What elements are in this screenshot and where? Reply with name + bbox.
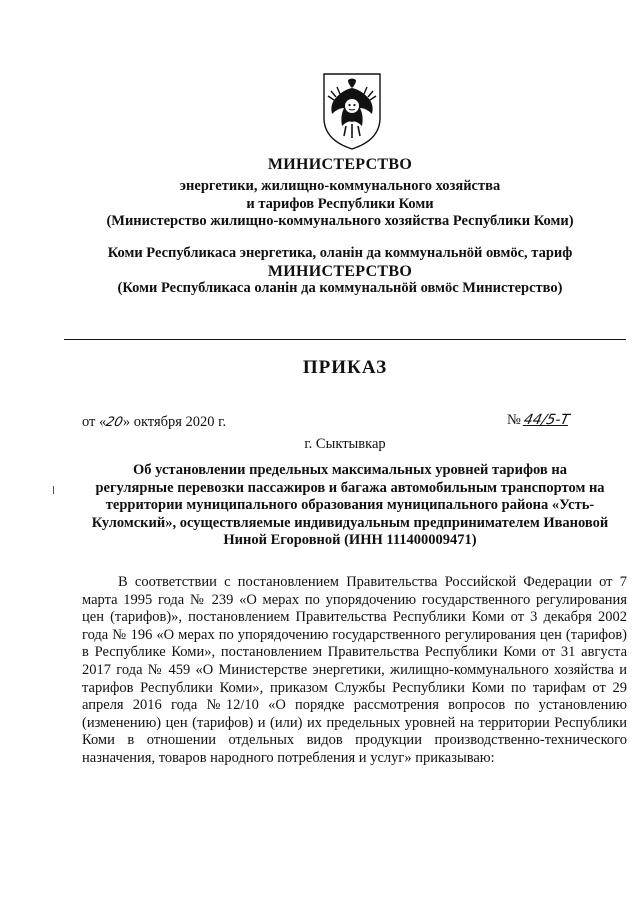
komi-line-3: (Коми Республикаса оланiн да коммунальнöй овмöс Министерство)	[117, 280, 563, 296]
ministry-line-2: и тарифов Республики Коми	[246, 195, 434, 212]
ministry-line-3: (Министерство жилищно-коммунального хозяйства Республики Коми)	[106, 213, 574, 229]
margin-mark	[53, 486, 54, 494]
komi-title: МИНИСТЕРСТВО	[267, 262, 413, 280]
coat-of-arms-emblem	[318, 70, 386, 152]
date-prefix: от «	[82, 414, 107, 430]
number-handwritten: 44/5-Т	[522, 412, 572, 428]
subject-line-2: регулярные перевозки пассажиров и багажа автомобильным транспортом на	[95, 479, 605, 496]
date-suffix: » октября 2020 г.	[122, 414, 227, 430]
document-type: ПРИКАЗ	[302, 357, 388, 378]
komi-line-1: Коми Республикаса энергетика, оланiн да коммунальнöй овмöс, тариф	[107, 245, 573, 261]
ministry-line-1: энергетики, жилищно-коммунального хозяйства	[179, 178, 501, 194]
subject-line-4: Куломский», осуществляемые индивидуальным предпринимателем Ивановой	[91, 514, 609, 531]
ministry-name-block	[60, 178, 620, 231]
order-number	[507, 412, 570, 429]
komi-name-block	[60, 245, 620, 298]
city-name: г. Сыктывкар	[304, 436, 386, 452]
ministry-title: МИНИСТЕРСТВО	[267, 156, 413, 173]
header-divider	[64, 339, 626, 340]
order-date	[82, 414, 226, 431]
order-subject	[70, 462, 630, 550]
subject-line-3: территории муниципального образования муниципального района «Усть-	[105, 497, 595, 514]
body-paragraph: В соответствии с постановлением Правительства Российской Федерации от 7 марта 1995 года № 239 «О мерах по упорядочению государственного регулирования цен (тарифов)», постановлением Правительства Республики Коми от 3 декабря 2002 года № 196 «О мерах по упорядочению государственного регулирования цен (тарифов) в Республике Коми», постановлением Правительства Республики Коми от 31 августа 2017 года № 459 «О Министерстве энергетики, жилищно-коммунального хозяйства и тарифов Республики Коми», приказом Службы Республики Коми по тарифам от 29 апреля 2016 года №12/10 «О порядке рассмотрения вопросов по установлению (изменению) цен (тарифов) и (или) их предельных уровней на территории Республики Коми в отношении отдельных видов продукции производственно-технического назначения, товаров народного потребления и услуг» приказываю:	[82, 574, 627, 766]
subject-line-5: Ниной Егоровной (ИНН 111400009471)	[223, 532, 477, 549]
number-prefix: №	[507, 412, 521, 428]
subject-line-1: Об установлении предельных максимальных уровней тарифов на	[133, 462, 567, 478]
date-day-handwritten: 20	[104, 415, 125, 430]
